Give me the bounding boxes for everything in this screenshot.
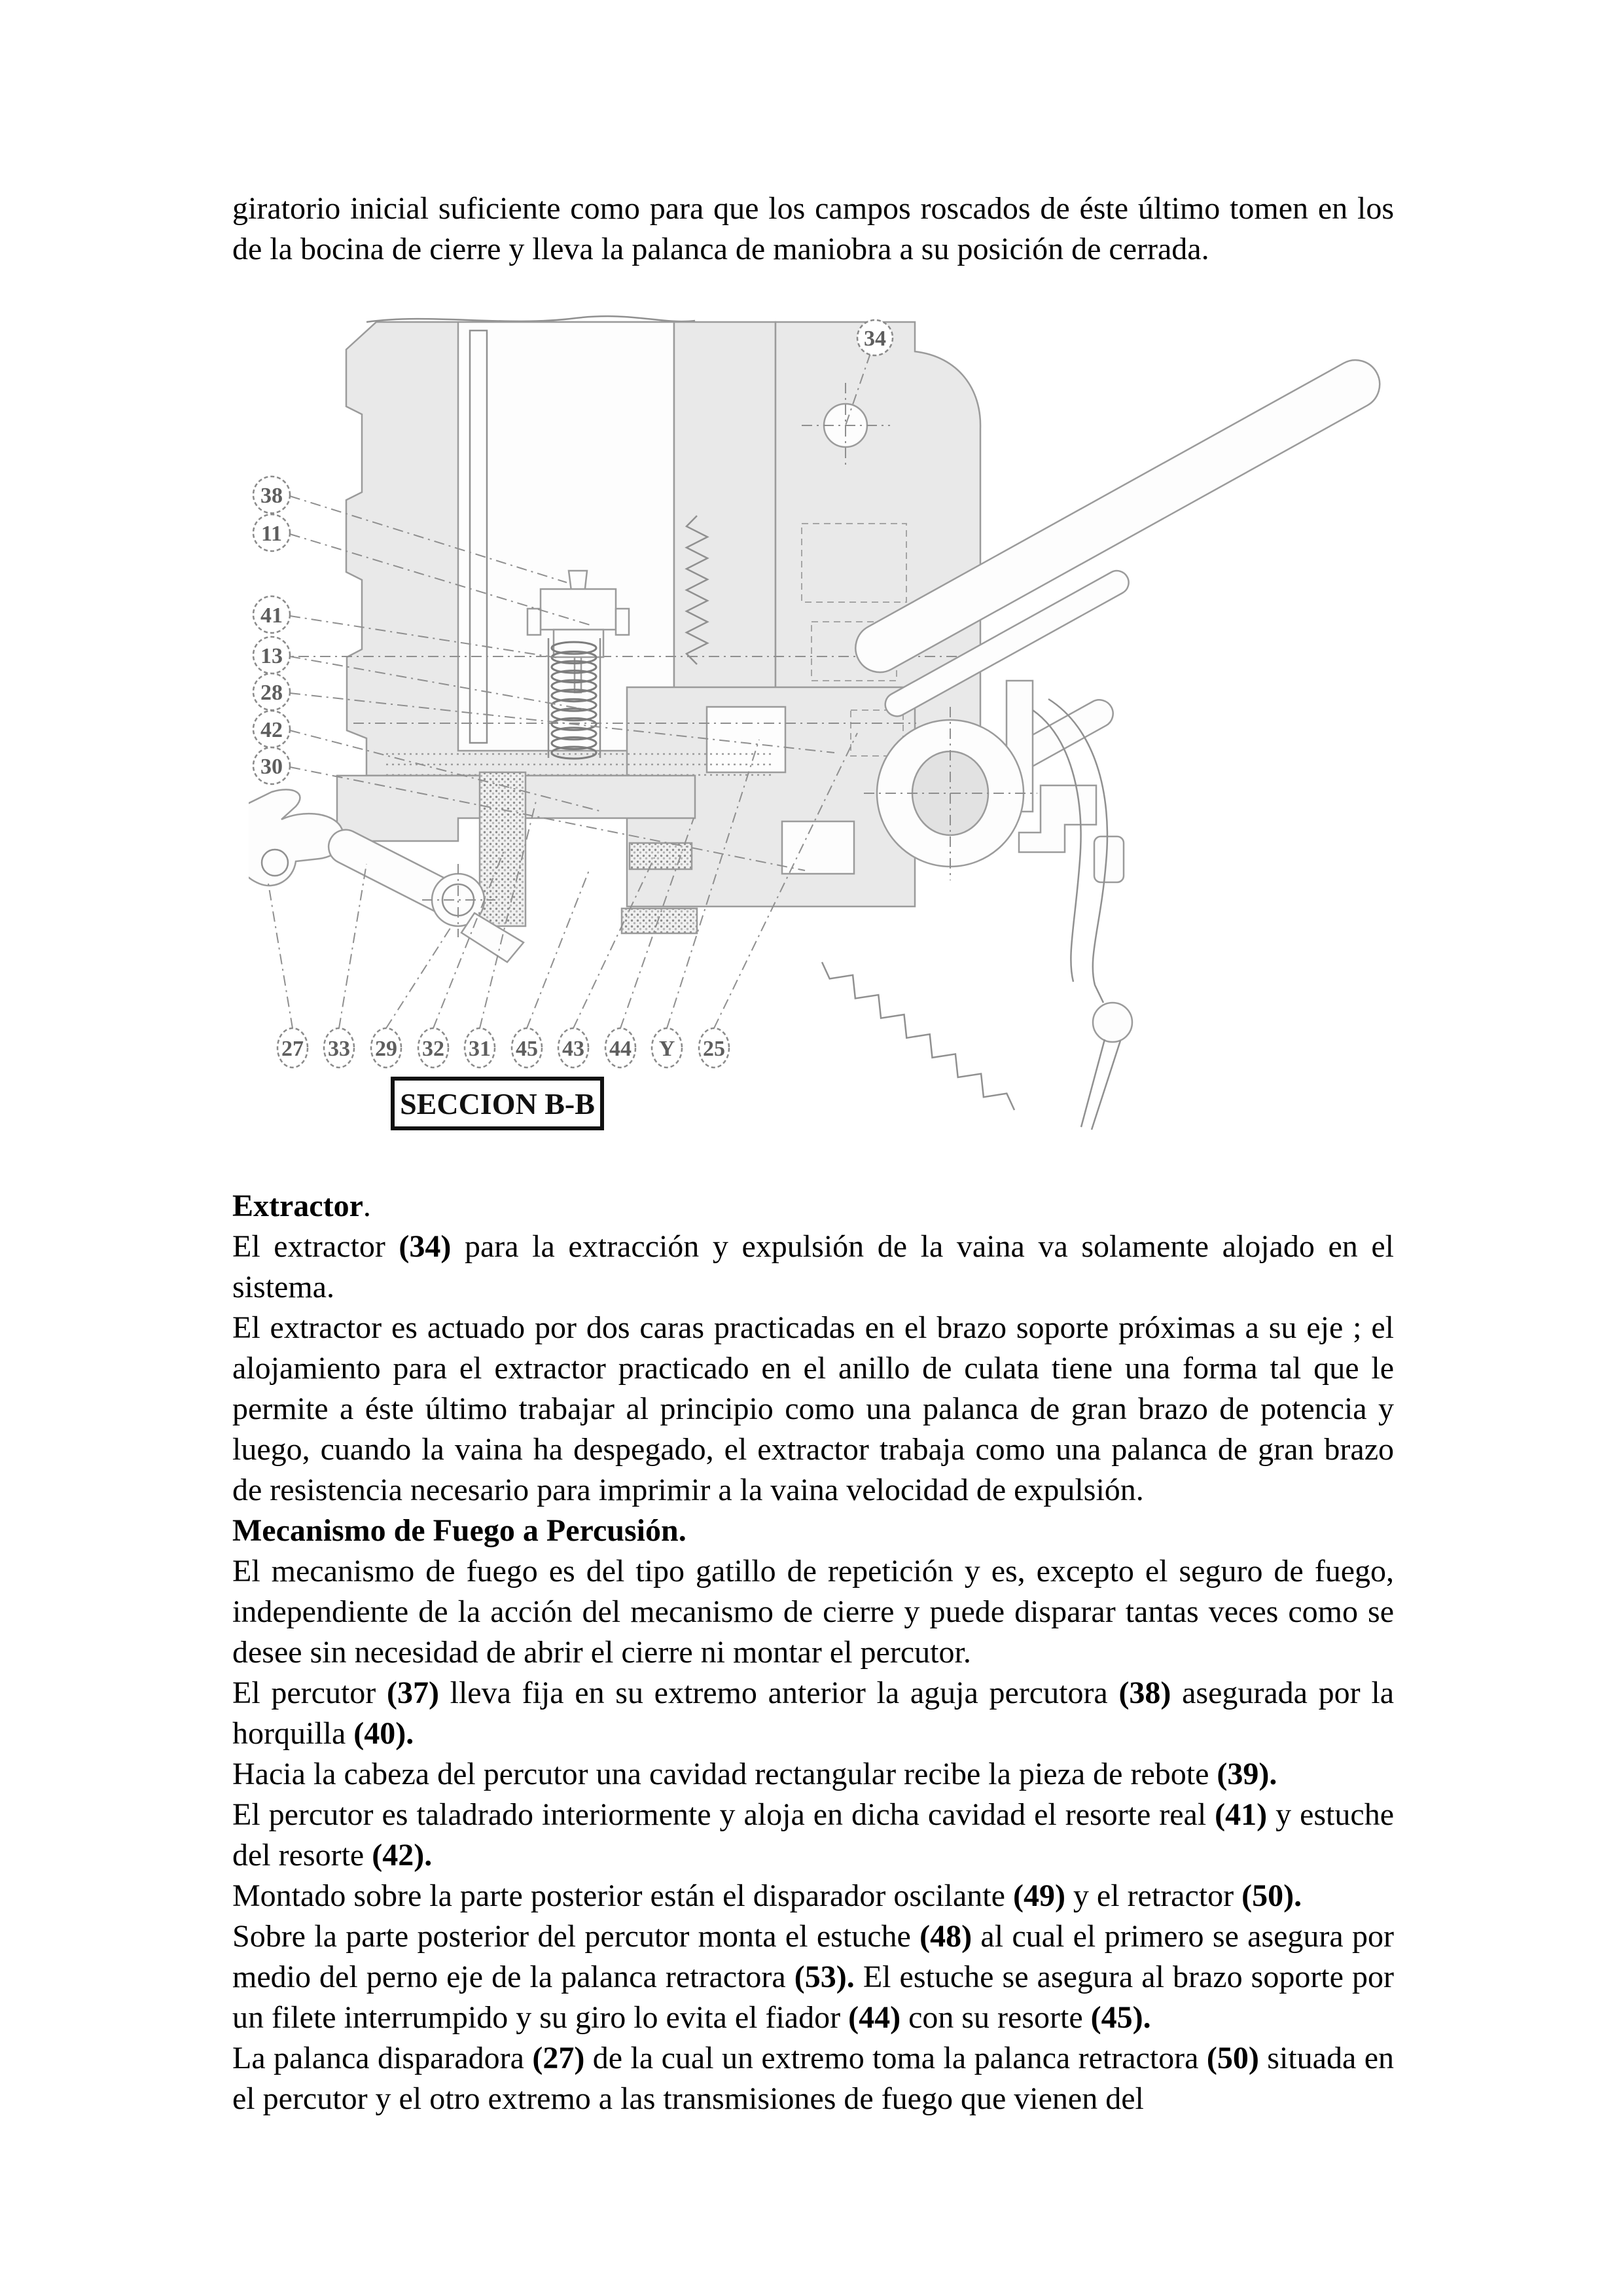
knurled-gear <box>622 908 697 933</box>
heading-mecanismo-fuego: Mecanismo de Fuego a Percusión. <box>232 1513 687 1548</box>
knurled-nut <box>630 843 692 869</box>
fuego-paragraph-4: El percutor es taladrado interiormente y aloja en dicha cavidad el resorte real (41) y estuche del resorte (42). <box>232 1797 1394 1873</box>
svg-text:33: 33 <box>328 1037 350 1061</box>
svg-text:32: 32 <box>422 1037 444 1061</box>
svg-text:41: 41 <box>260 603 283 628</box>
callout-13 <box>253 637 290 673</box>
extractor-paragraph-1: El extractor (34) para la extracción y expulsión de la vaina va solamente alojado en el sistema. <box>232 1229 1394 1304</box>
svg-text:27: 27 <box>281 1037 304 1061</box>
svg-text:31: 31 <box>469 1037 491 1061</box>
fuego-paragraph-2: El percutor (37) lleva fija en su extremo anterior la aguja percutora (38) asegurada por la horquilla (40). <box>232 1676 1394 1751</box>
callout-44 <box>605 1028 635 1067</box>
retractor-eye <box>1093 1003 1132 1042</box>
callout-34 <box>857 320 893 355</box>
svg-text:38: 38 <box>260 484 283 508</box>
diagonal-sawtooth-spring <box>822 962 1014 1110</box>
callout-31 <box>465 1028 495 1067</box>
svg-text:28: 28 <box>260 681 283 705</box>
extractor-paragraph-2: El extractor es actuado por dos caras practicadas en el brazo soporte próximas a su eje ; el alojamiento para el extractor practicado en el anillo de culata tiene una forma tal que le permite a éste último trabajar al principio como una palanca de gran brazo de potencia y luego, cuando la vaina ha despegado, el extractor trabaja como una palanca de gran brazo de resistencia necesario para imprimir a la vaina velocidad de expulsión. <box>232 1310 1394 1507</box>
svg-text:25: 25 <box>703 1037 725 1061</box>
svg-text:43: 43 <box>562 1037 584 1061</box>
callout-27 <box>277 1028 308 1067</box>
fuego-paragraph-7: La palanca disparadora (27) de la cual un extremo toma la palanca retractora (50) situada en el percutor y el otro extremo a las transmisiones de fuego que vienen del <box>232 2041 1395 2116</box>
callout-43 <box>558 1028 588 1067</box>
mechanism-cross-section-drawing <box>249 295 1407 1165</box>
svg-text:11: 11 <box>260 522 283 546</box>
svg-text:44: 44 <box>609 1037 632 1061</box>
svg-text:30: 30 <box>260 755 283 779</box>
section-label <box>393 1079 602 1128</box>
fuego-paragraph-5: Montado sobre la parte posterior están el disparador oscilante (49) y el retractor (50). <box>232 1878 1302 1913</box>
washer-stack <box>480 772 526 926</box>
svg-text:13: 13 <box>260 644 283 668</box>
latch-pin <box>1094 836 1124 882</box>
callout-25 <box>699 1028 729 1067</box>
intro-paragraph: giratorio inicial suficiente como para que los campos roscados de éste último tomen en los de la bocina de cierre y lleva la palanca de maniobra a su posición de cerrada. <box>232 191 1394 266</box>
percutor-head <box>541 589 616 630</box>
callout-41 <box>253 596 290 633</box>
section-bb-figure <box>249 295 1407 1165</box>
body-text-column <box>232 1186 1394 2119</box>
fuego-paragraph-6: Sobre la parte posterior del percutor monta el estuche (48) al cual el primero se asegura por medio del perno eje de la palanca retractora (53). El estuche se asegura al brazo soporte por un filete interrumpido y su giro lo evita el fiador (44) con su resorte (45). <box>232 1919 1395 2035</box>
section-label-text: SECCION B-B <box>400 1087 595 1121</box>
callout-32 <box>418 1028 448 1067</box>
fuego-paragraph-1: El mecanismo de fuego es del tipo gatillo de repetición y es, excepto el seguro de fuego, independiente de la acción del mecanismo de cierre y puede disparar tantas veces como se desee sin necesidad de abrir el cierre ni montar el percutor. <box>232 1554 1394 1670</box>
svg-text:34: 34 <box>864 327 886 351</box>
svg-text:Y: Y <box>658 1037 675 1061</box>
retractor-lever <box>1033 699 1132 1130</box>
callout-30 <box>253 747 290 784</box>
svg-text:42: 42 <box>260 718 283 742</box>
callout-11 <box>253 514 290 551</box>
lever-beak <box>249 789 344 886</box>
callout-28 <box>253 673 290 710</box>
callout-42 <box>253 711 290 747</box>
callout-33 <box>324 1028 354 1067</box>
callout-29 <box>371 1028 401 1067</box>
heading-extractor: Extractor. <box>232 1189 371 1223</box>
callout-45 <box>512 1028 542 1067</box>
svg-text:45: 45 <box>516 1037 538 1061</box>
svg-text:29: 29 <box>375 1037 397 1061</box>
fuego-paragraph-3: Hacia la cabeza del percutor una cavidad rectangular recibe la pieza de rebote (39). <box>232 1757 1277 1791</box>
callout-Y <box>652 1028 682 1067</box>
callout-38 <box>253 476 290 513</box>
